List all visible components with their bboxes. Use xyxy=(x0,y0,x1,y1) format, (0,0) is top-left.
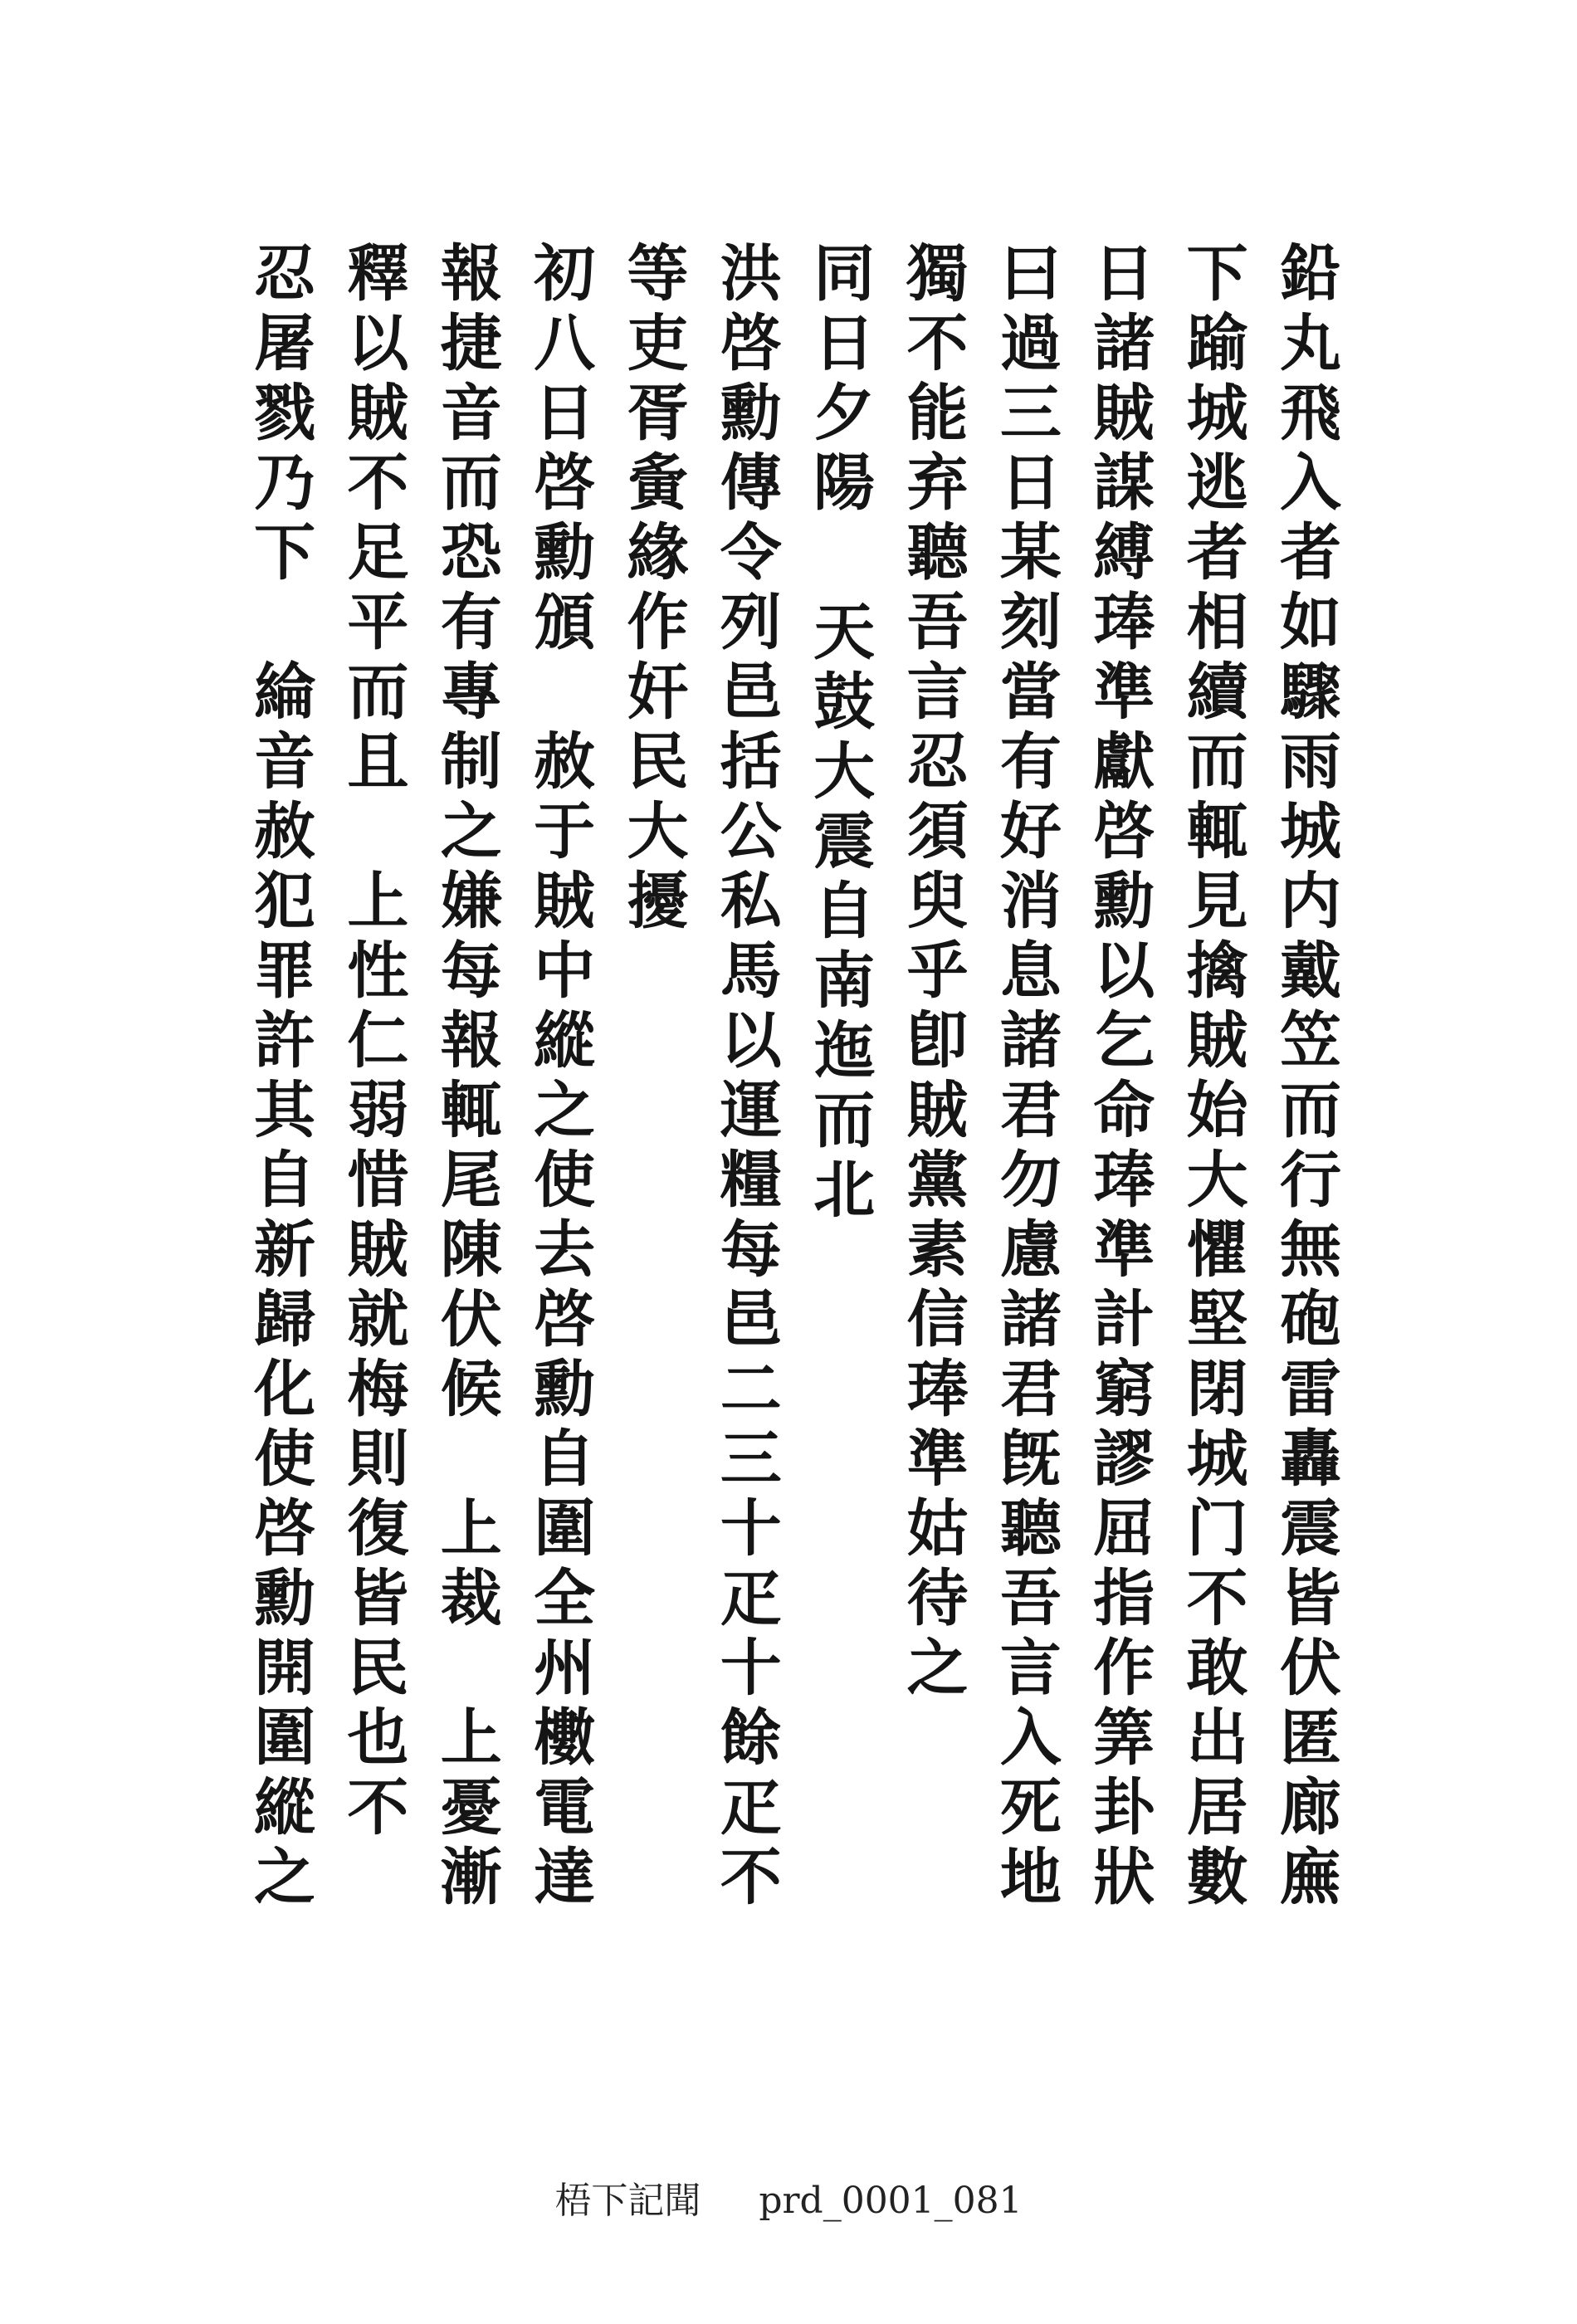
text-column-10: 報捷音而恐有專制之嫌每報輒尾陳伏候 上裁 上憂漸 xyxy=(430,241,502,1914)
text-column-2: 下踰城逃者相續而輒見擒賊始大懼堅閉城门不敢出居數 xyxy=(1176,241,1248,1914)
page-footer xyxy=(0,2170,1577,2224)
text-column-6: 同日夕陽 天鼓大震自南迤而北 xyxy=(803,241,876,1227)
book-title: 梧下記聞 xyxy=(554,2180,701,2222)
text-column-5: 獨不能弃聽吾言忍須臾乎卽賊黨素信琫準姑待之 xyxy=(896,241,969,1705)
text-column-12: 忍屠戮乃下 綸音赦犯罪許其自新歸化使啓勳開圍縱之 xyxy=(244,241,315,1914)
text-column-11: 釋以賊不足平而且 上性仁弱惜賊就梅則復皆民也不 xyxy=(337,241,409,1844)
text-column-9: 初八日啓勳頒 赦于賊中縱之使去啓勳自圍全州櫢電達 xyxy=(524,241,596,1914)
vertical-text-block xyxy=(244,241,1341,1914)
page-identifier: prd_0001_081 xyxy=(759,2180,1023,2222)
text-column-8: 等吏胥夤緣作奸民大擾 xyxy=(617,241,689,938)
text-column-7: 洪啓勳傳令列邑括公私馬以運糧每邑二三十疋十餘疋不 xyxy=(710,241,782,1914)
text-column-1: 鉛丸飛入者如驟雨城内戴笠而行無砲雷轟震皆伏匿廊廡 xyxy=(1269,241,1341,1914)
text-column-4: 曰過三日某刻當有好消息諸君勿慮諸君旣聽吾言入死地 xyxy=(989,241,1062,1914)
text-column-3: 日諸賊謀縛琫準獻啓勳以乞命琫準計窮謬屈指作筭卦狀 xyxy=(1083,241,1155,1914)
